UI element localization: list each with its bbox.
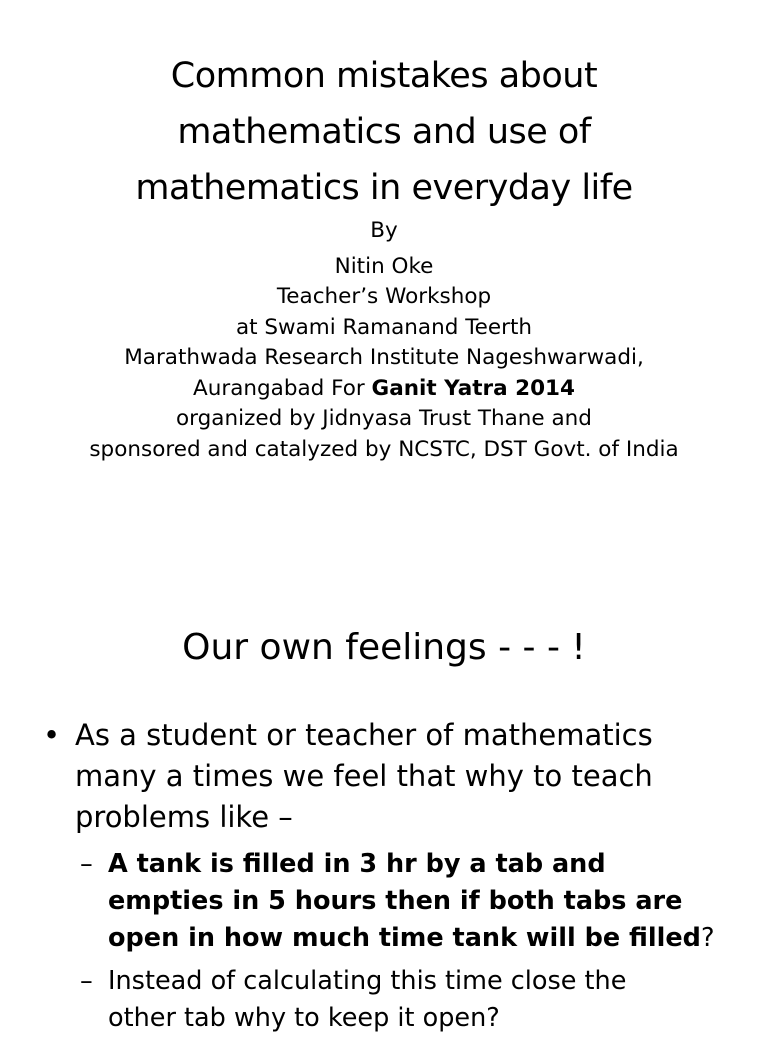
- event-name: Teacher’s Workshop: [276, 284, 492, 309]
- slide-heading: Our own feelings - - - !: [182, 627, 586, 668]
- byline: [0, 216, 768, 465]
- sub-bullet-1-line-1: A tank is filled in 3 hr by a tab and: [108, 849, 606, 879]
- sub-bullet-1-line-3-text: open in how much time tank will be filled: [108, 923, 701, 953]
- bullet-list: [0, 715, 768, 1037]
- sub-bullet-1-line-2: empties in 5 hours then if both tabs are: [108, 886, 683, 916]
- content-slide: [0, 540, 768, 1033]
- bullet-item: [0, 715, 768, 838]
- bullet-line-3: problems like –: [75, 800, 293, 834]
- slide-title: [0, 48, 768, 216]
- title-line-1: Common mistakes about: [170, 56, 598, 96]
- sub-bullet-item: [0, 846, 768, 957]
- sub-bullet-1-line-3: [108, 920, 748, 957]
- bullet-line-1: As a student or teacher of mathematics: [75, 718, 653, 752]
- venue-line-3-prefix: Aurangabad For: [193, 375, 372, 401]
- sub-bullet-marker: –: [80, 966, 93, 996]
- sub-bullet-2-line-1: Instead of calculating this time close the: [108, 966, 627, 996]
- venue-line-3: [0, 374, 768, 405]
- sub-bullet-marker: –: [80, 849, 93, 879]
- title-line-2: mathematics and use of: [177, 112, 591, 152]
- sponsor-line: sponsored and catalyzed by NCSTC, DST Govt. of India: [89, 436, 679, 462]
- venue-line-1: at Swami Ramanand Teerth: [235, 314, 533, 340]
- author-name: Nitin Oke: [334, 253, 434, 279]
- title-line-3: mathematics in everyday life: [135, 168, 633, 208]
- sub-bullet-1-tail: ?: [700, 923, 715, 953]
- sub-bullet-item: [0, 963, 768, 1037]
- organizer-line: organized by Jidnyasa Trust Thane and: [176, 406, 592, 431]
- bullet-marker: •: [43, 718, 61, 752]
- venue-line-2: Marathwada Research Institute Nageshwarwadi,: [124, 345, 644, 370]
- sub-bullet-2-line-2: other tab why to keep it open?: [108, 1003, 500, 1033]
- by-label: By: [370, 218, 398, 243]
- bullet-line-2: many a times we feel that why to teach: [75, 759, 653, 793]
- event-program-name: Ganit Yatra 2014: [371, 375, 575, 401]
